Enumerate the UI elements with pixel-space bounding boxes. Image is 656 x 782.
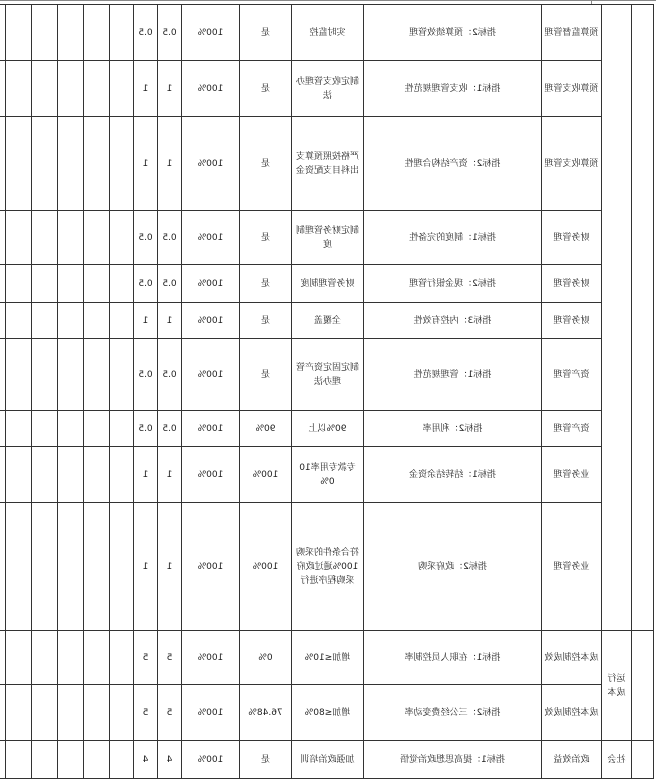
score-cell: 4 <box>134 741 158 779</box>
empty-cell <box>6 447 32 503</box>
cat3-cell: 成本控制成效 <box>542 631 602 685</box>
empty-cell <box>84 741 110 779</box>
indicator-cell: 指标1：制度的完备性 <box>364 211 542 265</box>
empty-cell <box>84 411 110 447</box>
empty-cell <box>58 685 84 741</box>
empty-cell <box>110 411 134 447</box>
actual-cell: 100% <box>182 265 240 303</box>
empty-cell <box>32 265 58 303</box>
cat3-cell: 预算监督管理 <box>542 5 602 61</box>
empty-cell <box>110 631 134 685</box>
cat3-cell: 成本控制成效 <box>542 685 602 741</box>
weight-cell: 4 <box>158 741 182 779</box>
actual-cell: 100% <box>182 631 240 685</box>
table-row <box>0 61 654 117</box>
cat3-cell: 业务管理 <box>542 503 602 631</box>
actual-cell: 100% <box>182 211 240 265</box>
empty-cell <box>32 685 58 741</box>
cat1-cell <box>632 631 654 741</box>
empty-cell <box>84 447 110 503</box>
actual-cell: 100% <box>182 339 240 411</box>
score-cell: 1 <box>134 61 158 117</box>
empty-cell <box>0 5 6 61</box>
cat3-cell: 预算收支管理 <box>542 61 602 117</box>
cat3-cell: 业务管理 <box>542 447 602 503</box>
empty-cell <box>0 685 6 741</box>
empty-cell <box>32 211 58 265</box>
standard-cell: 实时监控 <box>292 5 364 61</box>
score-cell: 0.5 <box>134 411 158 447</box>
standard-cell: 增加≤10% <box>292 631 364 685</box>
empty-cell <box>6 5 32 61</box>
empty-cell <box>32 631 58 685</box>
cat2-cell: 社会 <box>602 741 632 779</box>
empty-cell <box>84 117 110 211</box>
empty-cell <box>110 211 134 265</box>
weight-cell: 0.5 <box>158 265 182 303</box>
actual-cell: 100% <box>182 411 240 447</box>
cat3-cell: 财务管理 <box>542 303 602 339</box>
indicator-cell: 指标2：预算绩效管理 <box>364 5 542 61</box>
table-row <box>0 447 654 503</box>
score-cell: 1 <box>134 447 158 503</box>
cat3-cell: 财务管理 <box>542 211 602 265</box>
empty-cell <box>0 61 6 117</box>
actual-cell: 100% <box>182 5 240 61</box>
empty-cell <box>6 303 32 339</box>
indicator-cell: 指标1：结转结余资金 <box>364 447 542 503</box>
table-row <box>0 117 654 211</box>
empty-cell <box>84 61 110 117</box>
empty-cell <box>84 211 110 265</box>
empty-cell <box>110 685 134 741</box>
empty-cell <box>32 5 58 61</box>
empty-cell <box>58 117 84 211</box>
empty-cell <box>84 265 110 303</box>
table-row <box>0 503 654 631</box>
target-cell: 是 <box>240 5 292 61</box>
score-cell: 1 <box>134 117 158 211</box>
empty-cell <box>32 117 58 211</box>
empty-cell <box>58 211 84 265</box>
empty-cell <box>58 411 84 447</box>
indicator-cell: 指标2：政府采购 <box>364 503 542 631</box>
cat3-cell: 预算收支管理 <box>542 117 602 211</box>
indicator-cell: 指标1：收支管理规范性 <box>364 61 542 117</box>
table-row <box>0 265 654 303</box>
table-row <box>0 411 654 447</box>
weight-cell: 0.5 <box>158 411 182 447</box>
empty-cell <box>84 303 110 339</box>
cat3-cell: 财务管理 <box>542 265 602 303</box>
score-cell: 1 <box>134 303 158 339</box>
standard-cell: 符合条件的采购100%通过政府采购程序进行 <box>292 503 364 631</box>
weight-cell: 5 <box>158 685 182 741</box>
table-row <box>0 211 654 265</box>
score-cell: 0.5 <box>134 5 158 61</box>
empty-cell <box>84 685 110 741</box>
table-row <box>0 339 654 411</box>
empty-cell <box>32 303 58 339</box>
empty-cell <box>110 265 134 303</box>
empty-cell <box>58 265 84 303</box>
cat1-cell <box>632 5 654 631</box>
empty-cell <box>0 631 6 685</box>
target-cell: 是 <box>240 339 292 411</box>
target-cell: 是 <box>240 741 292 779</box>
empty-cell <box>58 303 84 339</box>
score-cell: 0.5 <box>134 339 158 411</box>
empty-cell <box>0 339 6 411</box>
empty-cell <box>58 503 84 631</box>
target-cell: 是 <box>240 211 292 265</box>
actual-cell: 100% <box>182 447 240 503</box>
actual-cell: 100% <box>182 117 240 211</box>
indicator-cell: 指标2：现金银行管理 <box>364 265 542 303</box>
empty-cell <box>84 631 110 685</box>
empty-cell <box>6 339 32 411</box>
empty-cell <box>32 61 58 117</box>
weight-cell: 5 <box>158 631 182 685</box>
empty-cell <box>110 741 134 779</box>
empty-cell <box>110 5 134 61</box>
empty-cell <box>58 339 84 411</box>
target-cell: 是 <box>240 61 292 117</box>
score-cell: 5 <box>134 631 158 685</box>
weight-cell: 1 <box>158 61 182 117</box>
empty-cell <box>6 211 32 265</box>
actual-cell: 100% <box>182 741 240 779</box>
empty-cell <box>0 741 6 779</box>
evaluation-table <box>0 4 654 779</box>
empty-cell <box>58 5 84 61</box>
empty-cell <box>6 631 32 685</box>
empty-cell <box>110 447 134 503</box>
empty-cell <box>0 265 6 303</box>
table-row <box>0 303 654 339</box>
actual-cell: 100% <box>182 503 240 631</box>
score-cell: 5 <box>134 685 158 741</box>
empty-cell <box>0 117 6 211</box>
standard-cell: 制定收支管理办法 <box>292 61 364 117</box>
empty-cell <box>110 503 134 631</box>
weight-cell: 1 <box>158 117 182 211</box>
table-row <box>0 631 654 685</box>
standard-cell: 严格按照预算支出科目支配资金 <box>292 117 364 211</box>
weight-cell: 1 <box>158 503 182 631</box>
target-cell: 是 <box>240 265 292 303</box>
empty-cell <box>58 741 84 779</box>
score-cell: 0.5 <box>134 211 158 265</box>
table-row <box>0 741 654 779</box>
weight-cell: 0.5 <box>158 339 182 411</box>
empty-cell <box>6 411 32 447</box>
target-cell: 100% <box>240 503 292 631</box>
empty-cell <box>0 503 6 631</box>
empty-cell <box>110 303 134 339</box>
empty-cell <box>6 117 32 211</box>
empty-cell <box>0 211 6 265</box>
standard-cell: 加强政治培训 <box>292 741 364 779</box>
target-cell: 100% <box>240 447 292 503</box>
cat2-cell <box>602 5 632 631</box>
standard-cell: 专款专用率100% <box>292 447 364 503</box>
empty-cell <box>84 339 110 411</box>
empty-cell <box>6 265 32 303</box>
indicator-cell: 指标2：利用率 <box>364 411 542 447</box>
actual-cell: 100% <box>182 61 240 117</box>
target-cell: 90% <box>240 411 292 447</box>
empty-cell <box>0 303 6 339</box>
cat3-cell: 资产管理 <box>542 339 602 411</box>
empty-cell <box>58 447 84 503</box>
table-row <box>0 5 654 61</box>
score-cell: 0.5 <box>134 265 158 303</box>
cat3-cell: 资产管理 <box>542 411 602 447</box>
indicator-cell: 指标1：在职人员控制率 <box>364 631 542 685</box>
standard-cell: 制定固定资产管理办法 <box>292 339 364 411</box>
score-cell: 1 <box>134 503 158 631</box>
empty-cell <box>6 61 32 117</box>
empty-cell <box>110 339 134 411</box>
cat2-cell: 运行成本 <box>602 631 632 741</box>
standard-cell: 制定财务管理制度 <box>292 211 364 265</box>
target-cell: 是 <box>240 303 292 339</box>
cat3-cell: 政治效益 <box>542 741 602 779</box>
standard-cell: 全覆盖 <box>292 303 364 339</box>
indicator-cell: 指标3：内控有效性 <box>364 303 542 339</box>
empty-cell <box>110 117 134 211</box>
empty-cell <box>32 503 58 631</box>
target-cell: 是 <box>240 117 292 211</box>
empty-cell <box>58 61 84 117</box>
indicator-cell: 指标1：管理规范性 <box>364 339 542 411</box>
empty-cell <box>6 685 32 741</box>
empty-cell <box>6 741 32 779</box>
empty-cell <box>0 411 6 447</box>
weight-cell: 1 <box>158 447 182 503</box>
standard-cell: 财务管理制度 <box>292 265 364 303</box>
empty-cell <box>84 5 110 61</box>
indicator-cell: 指标1：提高思想政治觉悟 <box>364 741 542 779</box>
empty-cell <box>84 503 110 631</box>
target-cell: 0% <box>240 631 292 685</box>
weight-cell: 1 <box>158 303 182 339</box>
actual-cell: 100% <box>182 303 240 339</box>
target-cell: 76.48% <box>240 685 292 741</box>
empty-cell <box>32 339 58 411</box>
actual-cell: 100% <box>182 685 240 741</box>
indicator-cell: 指标2：三公经费变动率 <box>364 685 542 741</box>
empty-cell <box>32 411 58 447</box>
empty-cell <box>0 447 6 503</box>
table-row <box>0 685 654 741</box>
standard-cell: 90%以上 <box>292 411 364 447</box>
indicator-cell: 指标2：资产结构合理性 <box>364 117 542 211</box>
empty-cell <box>6 503 32 631</box>
empty-cell <box>32 447 58 503</box>
empty-cell <box>58 631 84 685</box>
empty-cell <box>110 61 134 117</box>
weight-cell: 0.5 <box>158 5 182 61</box>
standard-cell: 增加≤80% <box>292 685 364 741</box>
weight-cell: 0.5 <box>158 211 182 265</box>
cat1-cell <box>632 741 654 779</box>
empty-cell <box>32 741 58 779</box>
